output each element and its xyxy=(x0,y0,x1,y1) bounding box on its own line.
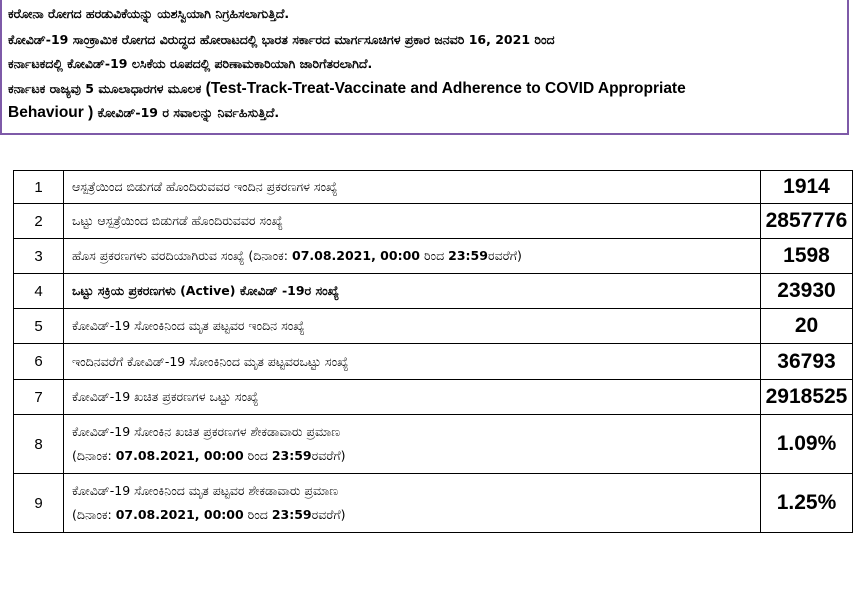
row-number: 4 xyxy=(14,274,64,309)
row-date: 07.08.2021, 00:00 xyxy=(115,507,244,522)
covid-stats-table xyxy=(13,170,853,533)
row-time: 23:59 xyxy=(271,507,312,522)
row-date-line xyxy=(72,448,760,464)
row-date-mid: ರಿಂದ xyxy=(247,448,268,463)
notice-line-4-en: (Test-Track-Treat-Vaccinate and Adherence to COVID Appropriate xyxy=(205,80,686,97)
row-label-text: ಕೋವಿಡ್-19 ಸೋಂಕಿನ ಖಚಿತ ಪ್ರಕರಣಗಳ ಶೇಕಡಾವಾರು ಪ್ರಮಾಣ xyxy=(72,424,341,439)
row-value: 36793 xyxy=(761,344,853,380)
row-date-tail: ರವರೆಗೆ) xyxy=(487,248,522,263)
table-row xyxy=(14,309,853,344)
row-value: 20 xyxy=(761,309,853,344)
notice-line-4-kn: ಕರ್ನಾಟಕ ರಾಜ್ಯವು 5 ಮೂಲಾಧಾರಗಳ ಮೂಲಕ xyxy=(8,81,202,96)
notice-line-3: ಕರ್ನಾಟಕದಲ್ಲಿ ಕೋವಿಡ್-19 ಲಸಿಕೆಯ ರೂಪದಲ್ಲಿ ಪರಿಣಾಮಕಾರಿಯಾಗಿ ಜಾರಿಗೆತರಲಾಗಿದೆ. xyxy=(8,56,373,71)
row-number: 9 xyxy=(14,474,64,533)
row-value: 1914 xyxy=(761,171,853,204)
row-label: ಕೋವಿಡ್-19 ಸೋಂಕಿನಿಂದ ಮೃತ ಪಟ್ಟವರ ಇಂದಿನ ಸಂಖ್ಯೆ xyxy=(64,309,761,344)
row-value: 1598 xyxy=(761,239,853,274)
row-label-text: ಕೋವಿಡ್-19 ಸೋಂಕಿನಿಂದ ಮೃತ ಪಟ್ಟವರ ಶೇಕಡಾವಾರು ಪ್ರಮಾಣ xyxy=(72,483,339,498)
row-value: 1.25% xyxy=(761,474,853,533)
row-label: ಒಟ್ಟು ಆಸ್ಪತ್ರೆಯಿಂದ ಬಿಡುಗಡೆ ಹೊಂದಿರುವವರ ಸಂಖ್ಯೆ xyxy=(64,204,761,239)
row-value: 23930 xyxy=(761,274,853,309)
table-row xyxy=(14,474,853,533)
row-label xyxy=(64,474,761,533)
row-number: 3 xyxy=(14,239,64,274)
row-value: 2857776 xyxy=(761,204,853,239)
row-date-tail: ರವರೆಗೆ) xyxy=(311,507,346,522)
row-number: 6 xyxy=(14,344,64,380)
row-date-prefix: (ದಿನಾಂಕ: xyxy=(72,507,112,522)
row-date-tail: ರವರೆಗೆ) xyxy=(311,448,346,463)
row-date-line xyxy=(72,507,760,523)
row-number: 1 xyxy=(14,171,64,204)
row-label: ಆಸ್ಪತ್ರೆಯಿಂದ ಬಿಡುಗಡೆ ಹೊಂದಿರುವವರ ಇಂದಿನ ಪ್ರಕರಣಗಳ ಸಂಖ್ಯೆ xyxy=(64,171,761,204)
row-number: 5 xyxy=(14,309,64,344)
notice-line-1: ಕರೋನಾ ರೋಗದ ಹರಡುವಿಕೆಯನ್ನು ಯಶಸ್ವಿಯಾಗಿ ನಿಗ್ರಹಿಸಲಾಗುತ್ತಿದೆ. xyxy=(8,6,290,21)
notice-line-2: ಕೋವಿಡ್-19 ಸಾಂಕ್ರಾಮಿಕ ರೋಗದ ವಿರುದ್ಧದ ಹೋರಾಟದಲ್ಲಿ ಭಾರತ ಸರ್ಕಾರದ ಮಾರ್ಗಸೂಚಿಗಳ ಪ್ರಕಾರ ಜನವರಿ 16, 2021 ರಿಂದ xyxy=(8,32,555,47)
row-label-text: ಹೊಸ ಪ್ರಕರಣಗಳು ವರದಿಯಾಗಿರುವ ಸಂಖ್ಯೆ (ದಿನಾಂಕ: xyxy=(72,248,289,263)
notice-box xyxy=(0,0,849,135)
row-value: 2918525 xyxy=(761,380,853,415)
row-date-prefix: (ದಿನಾಂಕ: xyxy=(72,448,112,463)
row-label xyxy=(64,239,761,274)
row-value: 1.09% xyxy=(761,415,853,474)
notice-line-5-kn: ಕೋವಿಡ್-19 ರ ಸವಾಲನ್ನು ನಿರ್ವಹಿಸುತ್ತಿದೆ. xyxy=(97,105,280,120)
table-row xyxy=(14,204,853,239)
row-time: 23:59 xyxy=(448,248,488,263)
row-number: 2 xyxy=(14,204,64,239)
table-row xyxy=(14,239,853,274)
row-label: ಕೋವಿಡ್-19 ಖಚಿತ ಪ್ರಕರಣಗಳ ಒಟ್ಟು ಸಂಖ್ಯೆ xyxy=(64,380,761,415)
row-date-mid: ರಿಂದ xyxy=(247,507,268,522)
row-date: 07.08.2021, 00:00 xyxy=(292,248,420,263)
table-row xyxy=(14,415,853,474)
row-date: 07.08.2021, 00:00 xyxy=(115,448,244,463)
row-label: ಇಂದಿನವರೆಗೆ ಕೋವಿಡ್-19 ಸೋಂಕಿನಿಂದ ಮೃತ ಪಟ್ಟವರಒಟ್ಟು ಸಂಖ್ಯೆ xyxy=(64,344,761,380)
notice-line-5 xyxy=(8,104,279,122)
notice-line-4 xyxy=(8,80,686,98)
table-row xyxy=(14,274,853,309)
row-label: ಒಟ್ಟು ಸಕ್ರಿಯ ಪ್ರಕರಣಗಳು (Active) ಕೋವಿಡ್ -19ರ ಸಂಖ್ಯೆ xyxy=(64,274,761,309)
row-number: 8 xyxy=(14,415,64,474)
notice-line-5-en: Behaviour ) xyxy=(8,104,94,121)
row-time: 23:59 xyxy=(271,448,312,463)
table-row xyxy=(14,171,853,204)
table-row xyxy=(14,344,853,380)
row-date-mid: ರಿಂದ xyxy=(423,248,445,263)
table-row xyxy=(14,380,853,415)
row-label xyxy=(64,415,761,474)
row-number: 7 xyxy=(14,380,64,415)
